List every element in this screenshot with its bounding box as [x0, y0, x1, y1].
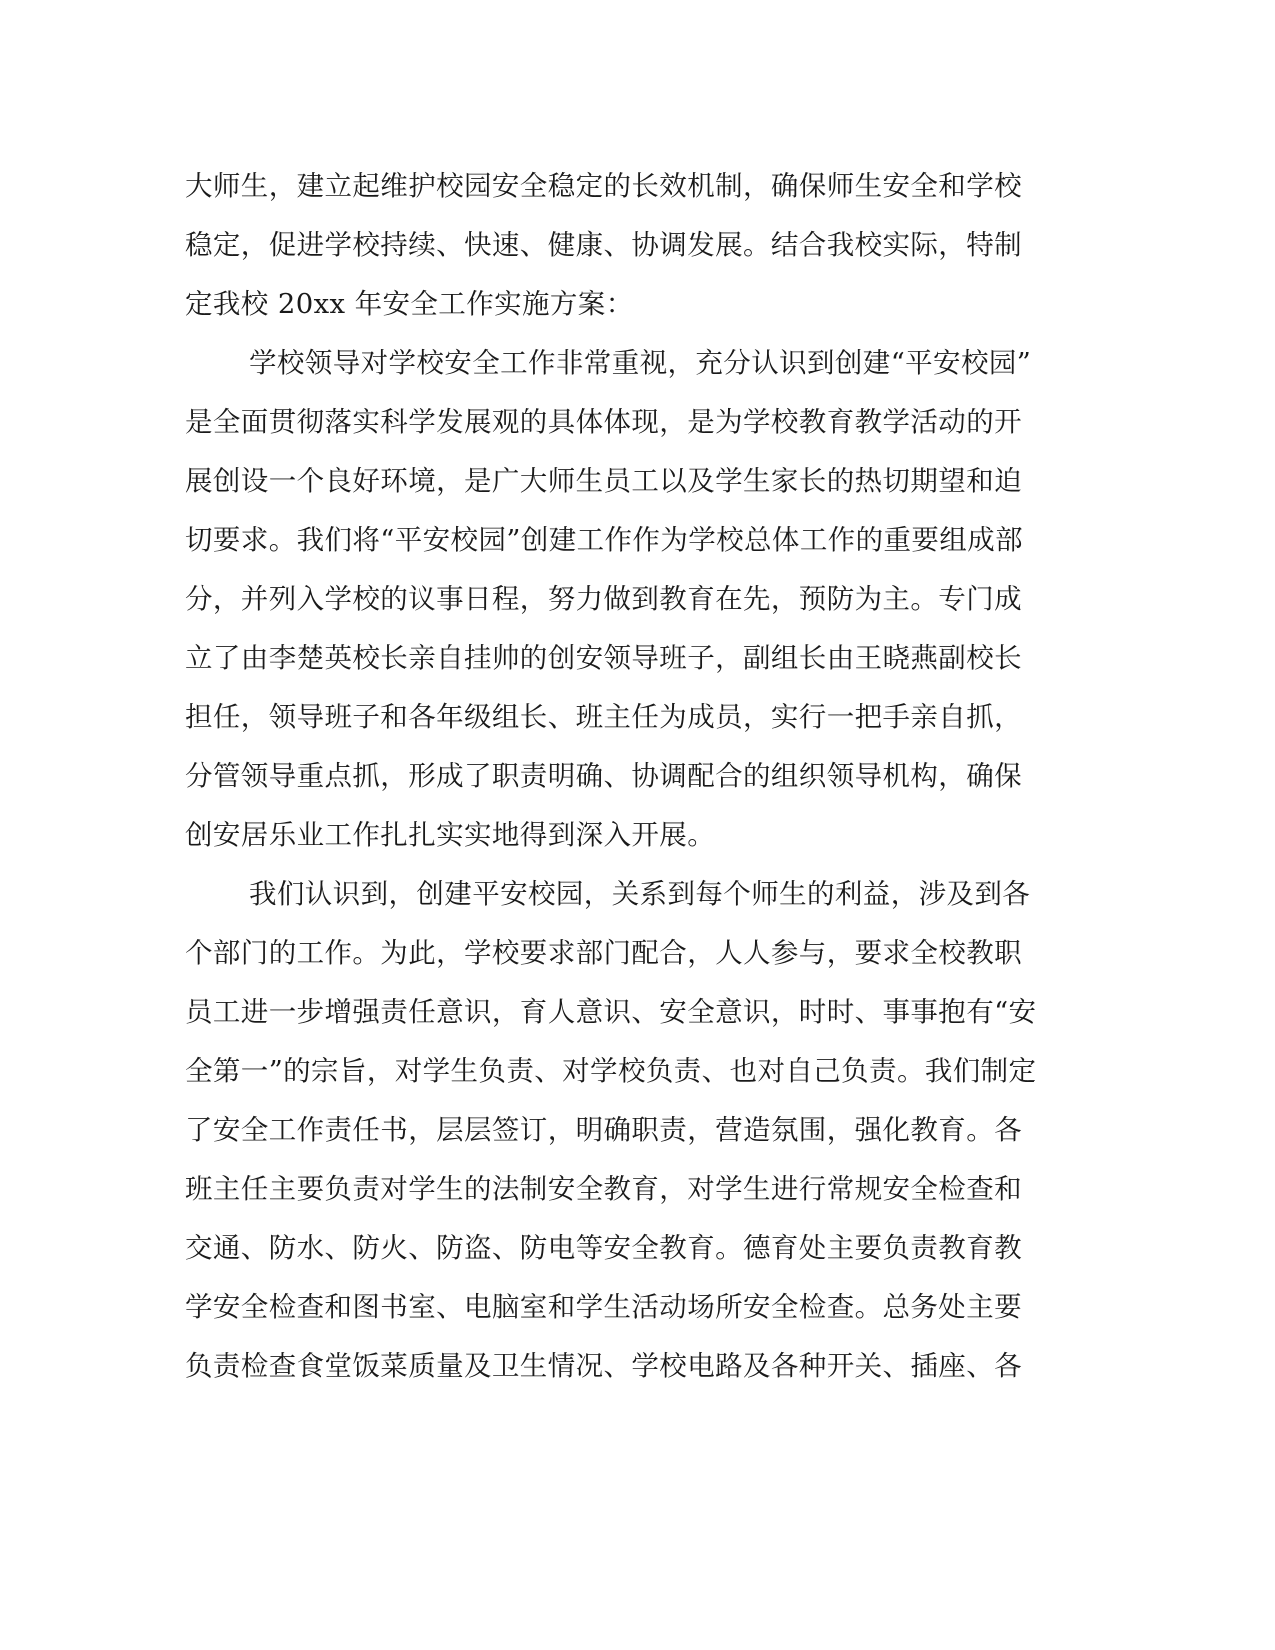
text-line: 分管领导重点抓，形成了职责明确、协调配合的组织领导机构，确保 — [185, 760, 1022, 792]
text-line: 全第一”的宗旨，对学生负责、对学校负责、也对自己负责。我们制定 — [185, 1055, 1037, 1087]
text-line: 分，并列入学校的议事日程，努力做到教育在先，预防为主。专门成 — [185, 583, 1022, 615]
document-body — [185, 157, 1055, 1396]
text-line: 是全面贯彻落实科学发展观的具体体现，是为学校教育教学活动的开 — [185, 406, 1022, 438]
text-line: 班主任主要负责对学生的法制安全教育，对学生进行常规安全检查和 — [185, 1173, 1022, 1205]
text-line: 担任，领导班子和各年级组长、班主任为成员，实行一把手亲自抓， — [185, 701, 1022, 733]
text-line: 学安全检查和图书室、电脑室和学生活动场所安全检查。总务处主要 — [185, 1291, 1022, 1323]
text-line: 切要求。我们将“平安校园”创建工作作为学校总体工作的重要组成部 — [185, 524, 1024, 556]
text-line: 稳定，促进学校持续、快速、健康、协调发展。结合我校实际，特制 — [185, 229, 1022, 261]
paragraph-first-line: 我们认识到，创建平安校园，关系到每个师生的利益，涉及到各 — [249, 878, 1031, 910]
text-line: 员工进一步增强责任意识，育人意识、安全意识，时时、事事抱有“安 — [185, 996, 1037, 1028]
text-line: 个部门的工作。为此，学校要求部门配合，人人参与，要求全校教职 — [185, 937, 1022, 969]
paragraph-first-line: 学校领导对学校安全工作非常重视，充分认识到创建“平安校园” — [249, 347, 1032, 379]
text-line: 立了由李楚英校长亲自挂帅的创安领导班子，副组长由王晓燕副校长 — [185, 642, 1022, 674]
text-line: 负责检查食堂饭菜质量及卫生情况、学校电路及各种开关、插座、各 — [185, 1350, 1022, 1382]
text-line: 了安全工作责任书，层层签订，明确职责，营造氛围，强化教育。各 — [185, 1114, 1022, 1146]
text-line: 展创设一个良好环境，是广大师生员工以及学生家长的热切期望和迫 — [185, 465, 1022, 497]
text-line: 创安居乐业工作扎扎实实地得到深入开展。 — [185, 819, 716, 851]
text-line: 交通、防水、防火、防盗、防电等安全教育。德育处主要负责教育教 — [185, 1232, 1022, 1264]
text-line: 大师生，建立起维护校园安全稳定的长效机制，确保师生安全和学校 — [185, 170, 1022, 202]
text-line: 定我校 20xx 年安全工作实施方案： — [185, 288, 634, 320]
